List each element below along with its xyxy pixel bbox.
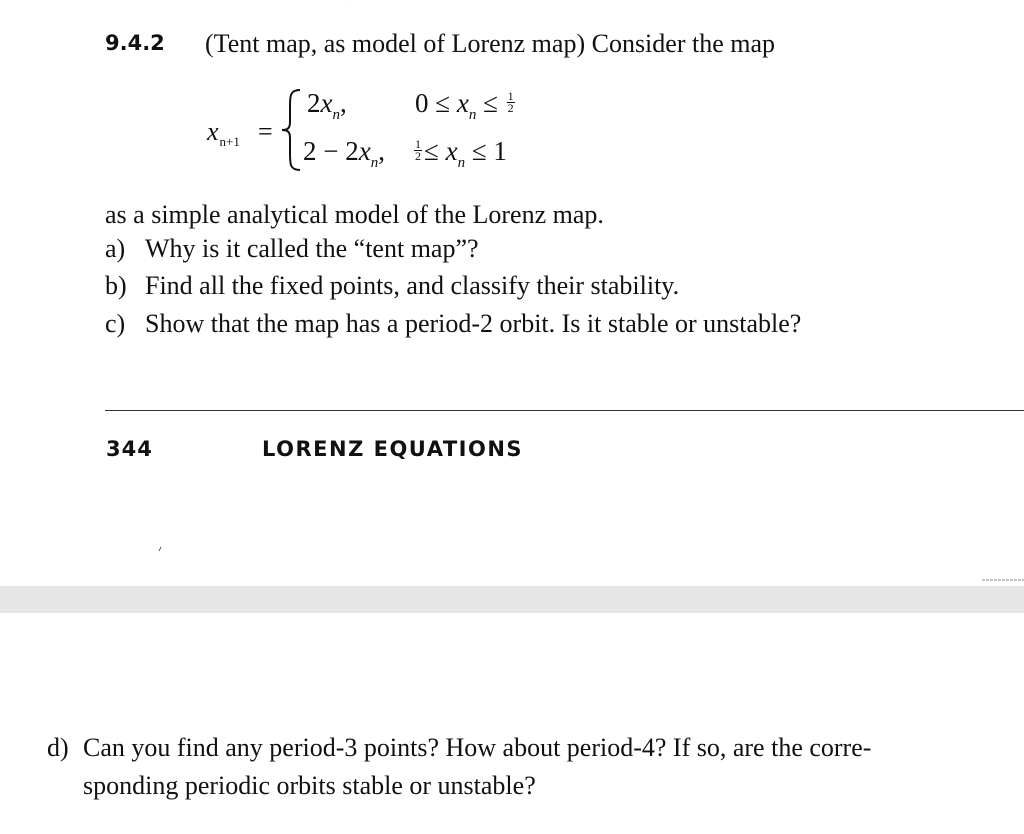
case2-frac-num: 1 <box>415 137 421 152</box>
part-c-letter: c) <box>105 309 126 338</box>
part-c <box>105 309 801 339</box>
footer-divider <box>105 410 1024 411</box>
case2-var: x <box>358 136 371 166</box>
case2-sub: n <box>370 155 379 171</box>
case1-condition <box>415 88 517 123</box>
part-a <box>105 234 479 264</box>
left-brace-icon <box>280 88 304 172</box>
intro-text: as a simple analytical model of the Lorenz map. <box>105 200 604 229</box>
case1-coef: 2 <box>307 88 321 118</box>
case2-fraction <box>414 139 422 162</box>
equation-lhs-var: x <box>207 117 219 146</box>
case1-cond-sub: n <box>468 107 477 123</box>
case1-var: x <box>320 88 333 118</box>
case1-comma: , <box>339 88 347 118</box>
case2-frac-den: 2 <box>415 149 421 164</box>
scan-artifact-tick <box>200 0 360 6</box>
page-edge-mark <box>982 578 1024 582</box>
case1-sub: n <box>332 107 340 123</box>
case2-prefix: 2 − 2 <box>303 136 359 166</box>
part-d-letter: d) <box>47 733 69 762</box>
problem-number: 9.4.2 <box>105 31 165 55</box>
case1-expression <box>307 88 347 123</box>
equation-lhs-subscript: n+1 <box>219 134 240 149</box>
stray-mark <box>157 546 163 552</box>
running-head: LORENZ EQUATIONS <box>262 437 524 461</box>
case1-cond-var: x <box>456 88 469 118</box>
equation-equals-sign: = <box>258 117 273 146</box>
equation-lhs <box>207 117 240 147</box>
part-d-text-1: Can you find any period-3 points? How about period-4? If so, are the corre- <box>83 733 872 762</box>
part-a-letter: a) <box>105 234 126 263</box>
case1-frac-num: 1 <box>507 89 514 104</box>
case2-condition <box>412 136 507 171</box>
case1-cond-mid: ≤ <box>476 88 505 118</box>
case2-expression <box>303 136 385 171</box>
page-gap-band <box>0 586 1024 613</box>
case2-cond-var: x <box>445 136 458 166</box>
case1-fraction <box>507 91 515 114</box>
part-d-line-1 <box>47 733 871 763</box>
case2-cond-sub: n <box>457 155 466 171</box>
case1-cond-left: 0 ≤ <box>415 88 457 118</box>
part-b-text: Find all the fixed points, and classify their stability. <box>145 271 680 300</box>
part-b-letter: b) <box>105 271 127 300</box>
page-number: 344 <box>106 437 153 461</box>
problem-heading: (Tent map, as model of Lorenz map) Consider the map <box>205 29 776 58</box>
part-a-text: Why is it called the “tent map”? <box>145 234 479 263</box>
case2-cond-mid: ≤ <box>424 136 446 166</box>
part-b <box>105 271 679 301</box>
part-d-line-2: sponding periodic orbits stable or unstable? <box>83 771 536 800</box>
case1-frac-den: 2 <box>507 101 514 116</box>
case2-comma: , <box>378 136 385 166</box>
part-c-text: Show that the map has a period-2 orbit. Is it stable or unstable? <box>145 309 802 338</box>
case2-cond-right: ≤ 1 <box>465 136 507 166</box>
